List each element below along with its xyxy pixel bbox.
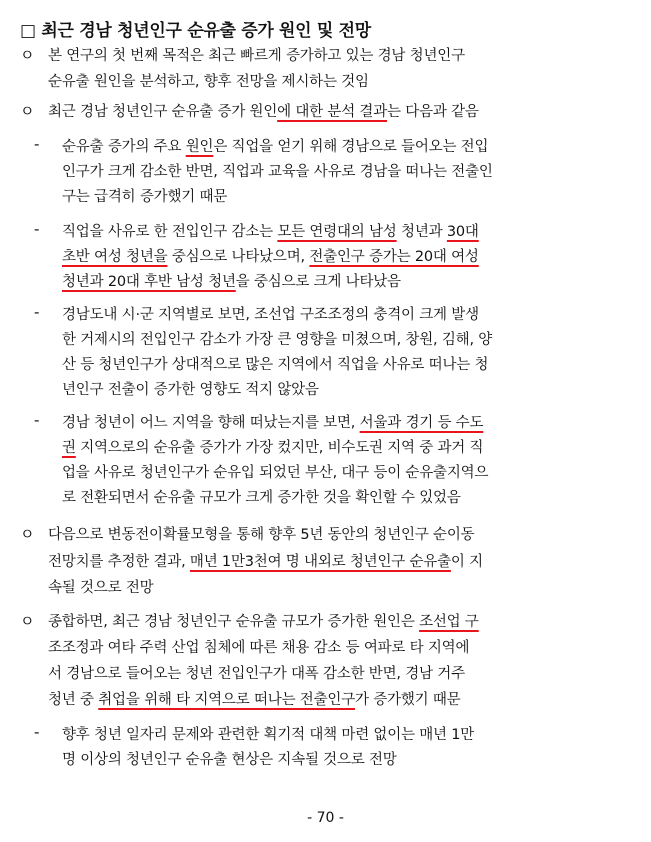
underlined-text: 30대 bbox=[446, 224, 479, 240]
text-line: 서 경남으로 들어오는 청년 전입인구가 대폭 감소한 반면, 경남 거주 bbox=[48, 666, 465, 682]
underlined-text: 초반 여성 청년을 bbox=[62, 249, 168, 265]
text-segment: 종합하면, 최근 경남 청년인구 순유출 규모가 증가한 원인은 bbox=[48, 614, 420, 630]
underlined-text: 취업을 위해 타 지역으로 떠나는 전출인구 bbox=[98, 692, 356, 708]
underlined-text: 모든 연령대의 남성 bbox=[277, 224, 397, 240]
section-title: □ 최근 경남 청년인구 순유출 증가 원인 및 전망 bbox=[20, 21, 371, 41]
circle-bullet: ㅇ bbox=[20, 612, 35, 630]
text-line bbox=[62, 220, 479, 241]
text-segment: 경남 청년이 어느 지역을 향해 떠났는지를 보면, bbox=[62, 415, 360, 431]
text-line: 인구가 크게 감소한 반면, 직업과 교육을 사유로 경남을 떠나는 전출인 bbox=[62, 164, 493, 180]
text-line: 조조정과 여타 주력 산업 침체에 따른 채용 감소 등 여파로 타 지역에 bbox=[48, 640, 470, 656]
text-segment: 최근 경남 청년인구 순유출 증가 원인 bbox=[48, 104, 278, 120]
text-line bbox=[62, 135, 488, 156]
page-number: - 70 - bbox=[307, 810, 344, 826]
text-line: 순유출 원인을 분석하고, 향후 전망을 제시하는 것임 bbox=[48, 74, 369, 90]
text-line bbox=[48, 688, 460, 709]
dash-bullet: - bbox=[34, 303, 40, 321]
text-line bbox=[62, 436, 483, 457]
text-segment: 을 중심으로 크게 나타났음 bbox=[235, 274, 401, 290]
circle-bullet: ㅇ bbox=[20, 525, 35, 543]
text-segment: 는 다음과 같음 bbox=[387, 104, 479, 120]
text-segment: 전망치를 추정한 결과, bbox=[48, 554, 190, 570]
text-line: 로 전환되면서 순유출 규모가 크게 증가한 것을 확인할 수 있었음 bbox=[62, 490, 461, 506]
text-line bbox=[48, 100, 479, 121]
text-line: 구는 급격히 증가했기 때문 bbox=[62, 189, 228, 205]
text-line: 명 이상의 청년인구 순유출 현상은 지속될 것으로 전망 bbox=[62, 752, 397, 768]
dash-bullet: - bbox=[34, 411, 40, 429]
underlined-text: 권 bbox=[62, 440, 76, 456]
text-segment: 이 지 bbox=[450, 554, 483, 570]
text-line: 본 연구의 첫 번째 목적은 최근 빠르게 증가하고 있는 경남 청년인구 bbox=[48, 48, 465, 64]
text-line: 향후 청년 일자리 문제와 관련한 획기적 대책 마련 없이는 매년 1만 bbox=[62, 727, 475, 743]
text-line: 산 등 청년인구가 상대적으로 많은 지역에서 직업을 사유로 떠나는 청 bbox=[62, 357, 489, 373]
underlined-text: 조선업 구 bbox=[419, 614, 479, 630]
text-line bbox=[48, 550, 483, 571]
text-segment: 지역으로의 순유출 증가가 가장 컸지만, 비수도권 지역 중 과거 직 bbox=[75, 440, 484, 456]
dash-bullet: - bbox=[34, 220, 40, 238]
text-line bbox=[62, 245, 479, 266]
text-line: 한 거제시의 전입인구 감소가 가장 큰 영향을 미쳤으며, 창원, 김해, 양 bbox=[62, 332, 493, 348]
text-line bbox=[62, 270, 401, 291]
text-line bbox=[48, 610, 479, 631]
text-line: 년인구 전출이 증가한 영향도 적지 않았음 bbox=[62, 382, 319, 398]
text-line bbox=[62, 411, 483, 432]
circle-bullet: ㅇ bbox=[20, 46, 35, 64]
text-segment: 청년 중 bbox=[48, 692, 99, 708]
underlined-text: 매년 1만3천여 명 내외로 청년인구 순유출 bbox=[189, 554, 451, 570]
text-segment: 중심으로 나타났으며, bbox=[167, 249, 310, 265]
underlined-text: 전출인구 증가는 20대 여성 bbox=[309, 249, 479, 265]
text-line: 경남도내 시·군 지역별로 보면, 조선업 구조조정의 충격이 크게 발생 bbox=[62, 307, 479, 323]
text-segment: 청년과 bbox=[396, 224, 447, 240]
dash-bullet: - bbox=[34, 723, 40, 741]
underlined-text: 서울과 경기 등 수도 bbox=[359, 415, 484, 431]
text-line: 업을 사유로 청년인구가 순유입 되었던 부산, 대구 등이 순유출지역으 bbox=[62, 465, 489, 481]
text-line: 속될 것으로 전망 bbox=[48, 580, 154, 596]
dash-bullet: - bbox=[34, 135, 40, 153]
text-segment: 가 증가했기 때문 bbox=[355, 692, 461, 708]
underlined-text: 원인 bbox=[185, 139, 214, 155]
text-segment: 순유출 증가의 주요 bbox=[62, 139, 186, 155]
circle-bullet: ㅇ bbox=[20, 102, 35, 120]
text-line: 다음으로 변동전이확률모형을 통해 향후 5년 동안의 청년인구 순이동 bbox=[48, 527, 475, 543]
text-segment: 직업을 사유로 한 전입인구 감소는 bbox=[62, 224, 278, 240]
underlined-text: 청년과 20대 후반 남성 청년 bbox=[62, 274, 236, 290]
underlined-text: 에 대한 분석 결과 bbox=[277, 104, 388, 120]
text-segment: 은 직업을 얻기 위해 경남으로 들어오는 전입 bbox=[213, 139, 489, 155]
